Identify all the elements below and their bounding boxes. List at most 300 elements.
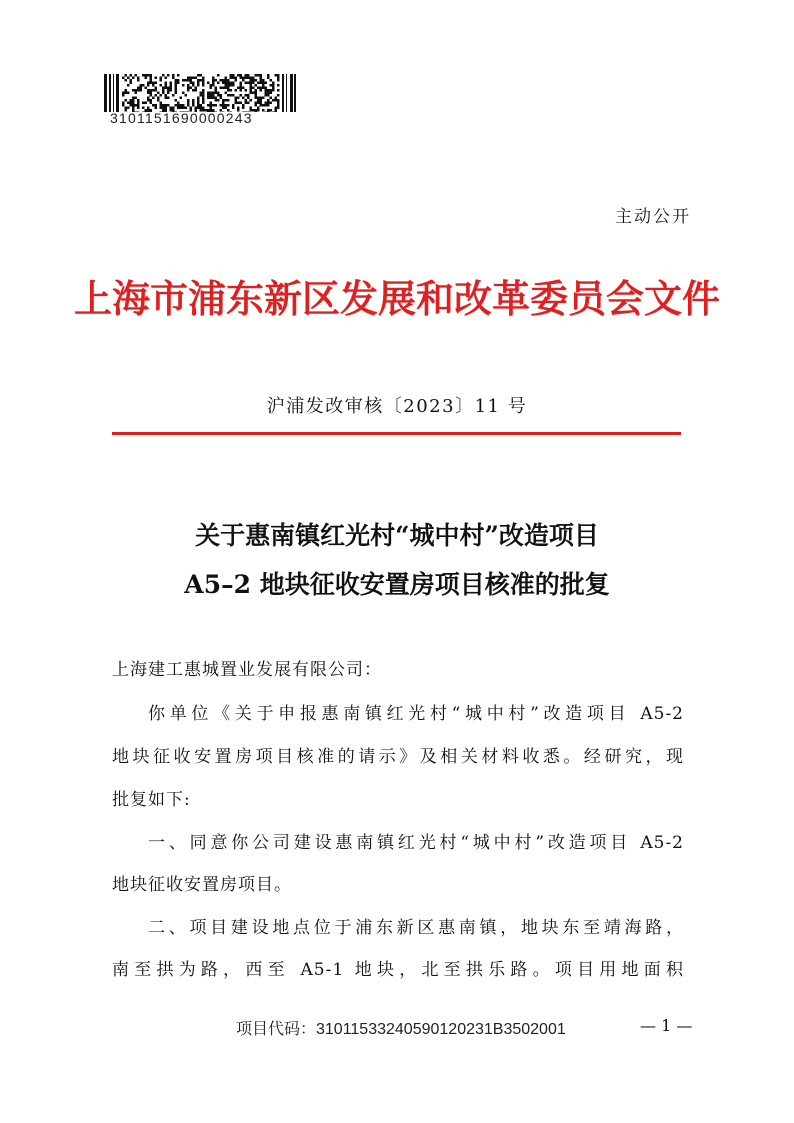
barcode-cell (272, 89, 275, 92)
barcode-cell (140, 84, 143, 87)
barcode-cell (255, 104, 258, 107)
barcode-cell (255, 97, 258, 100)
barcode-cell (165, 97, 168, 100)
barcode-cell (145, 87, 148, 90)
barcode-cell (152, 82, 155, 85)
barcode-cell (135, 92, 138, 95)
barcode-cell (162, 89, 165, 92)
barcode-cell (210, 94, 213, 97)
barcode-cell (217, 92, 220, 95)
barcode-cell (260, 102, 263, 105)
barcode-cell (127, 92, 130, 95)
barcode-cell (257, 74, 260, 77)
barcode-cell (142, 107, 145, 110)
barcode-cell (202, 92, 205, 95)
barcode-cell (275, 107, 278, 110)
barcode-cell (265, 94, 268, 97)
barcode-cell (252, 77, 255, 80)
addressee: 上海建工惠城置业发展有限公司： (112, 660, 382, 680)
barcode-cell (210, 102, 213, 105)
barcode-cell (192, 84, 195, 87)
barcode-cell (242, 87, 245, 90)
barcode-cell (125, 92, 128, 95)
barcode-cell (262, 79, 265, 82)
barcode-cell (222, 99, 225, 102)
barcode-cell (162, 92, 165, 95)
barcode-cell (125, 99, 128, 102)
red-divider (112, 432, 681, 435)
barcode-guard-bar (290, 74, 293, 112)
barcode-cell (250, 87, 253, 90)
barcode-cell (187, 89, 190, 92)
barcode-cell (197, 84, 200, 87)
barcode-cell (137, 107, 140, 110)
barcode-cell (237, 87, 240, 90)
barcode-cell (130, 82, 133, 85)
barcode-cell (270, 89, 273, 92)
barcode-cell (195, 107, 198, 110)
barcode-cell (127, 102, 130, 105)
barcode-cell (247, 74, 250, 77)
barcode-cell (212, 79, 215, 82)
barcode-cell (265, 87, 268, 90)
barcode-cell (240, 84, 243, 87)
barcode-cell (255, 109, 258, 112)
barcode-cell (245, 99, 248, 102)
barcode-cell (147, 74, 150, 77)
barcode-cell (182, 92, 185, 95)
barcode-cell (147, 84, 150, 87)
barcode-cell (260, 104, 263, 107)
barcode-cell (147, 97, 150, 100)
barcode-cell (230, 84, 233, 87)
paragraph-line: 批复如下: (112, 790, 191, 810)
barcode-cell (245, 74, 248, 77)
barcode-cell (225, 107, 228, 110)
barcode-cell (250, 77, 253, 80)
barcode-cell (237, 97, 240, 100)
barcode-cell (187, 87, 190, 90)
barcode-cell (240, 94, 243, 97)
barcode-cell (180, 104, 183, 107)
barcode-cell (137, 77, 140, 80)
barcode-cell (250, 84, 253, 87)
barcode-cell (215, 92, 218, 95)
barcode-cell (242, 97, 245, 100)
barcode-cell (257, 87, 260, 90)
barcode-cell (177, 79, 180, 82)
barcode-cell (155, 89, 158, 92)
barcode-cell (175, 84, 178, 87)
barcode-cell (187, 99, 190, 102)
barcode-cell (275, 109, 278, 112)
barcode-guard-bar (104, 74, 107, 112)
barcode-cell (192, 99, 195, 102)
barcode-cell (202, 102, 205, 105)
barcode-cell (155, 107, 158, 110)
barcode-cell (177, 107, 180, 110)
barcode-cell (200, 79, 203, 82)
barcode-cell (252, 92, 255, 95)
barcode-cell (187, 104, 190, 107)
barcode-cell (255, 102, 258, 105)
barcode-cell (257, 99, 260, 102)
disclosure-label: 主动公开 (615, 207, 691, 227)
barcode-cell (260, 74, 263, 77)
barcode-cell (262, 82, 265, 85)
barcode-cell (145, 77, 148, 80)
barcode-cell (190, 87, 193, 90)
barcode-cell (137, 79, 140, 82)
barcode-guard-bar (109, 74, 111, 112)
barcode-cell (172, 94, 175, 97)
barcode-cell (277, 74, 280, 77)
barcode-cell (222, 102, 225, 105)
paragraph-line: 你单位《关于申报惠南镇红光村“城中村”改造项目 A5-2 (148, 704, 684, 724)
barcode-cell (167, 97, 170, 100)
barcode-cell (225, 87, 228, 90)
barcode-cell (272, 87, 275, 90)
barcode-cell (232, 104, 235, 107)
barcode-cell (227, 94, 230, 97)
barcode-cell (257, 97, 260, 100)
barcode-cell (162, 74, 165, 77)
barcode-cell (210, 104, 213, 107)
document-title-line-2: A5–2 地块征收安置房项目核准的批复 (184, 570, 610, 599)
barcode-cell (132, 107, 135, 110)
barcode-cell (155, 77, 158, 80)
barcode-cell (272, 82, 275, 85)
barcode-cell (245, 102, 248, 105)
barcode-cell (142, 102, 145, 105)
barcode-cell (150, 99, 153, 102)
barcode-cell (260, 77, 263, 80)
barcode-cell (222, 87, 225, 90)
barcode-cell (175, 79, 178, 82)
barcode-cell (167, 89, 170, 92)
barcode-cell (212, 104, 215, 107)
barcode-cell (235, 79, 238, 82)
barcode-cell (217, 99, 220, 102)
barcode-cell (247, 94, 250, 97)
barcode-cell (267, 99, 270, 102)
barcode-cell (202, 79, 205, 82)
barcode-cell (132, 102, 135, 105)
paragraph-line: 地块征收安置房项目核准的请示》及相关材料收悉。经研究，现 (112, 747, 684, 767)
barcode-cell (210, 92, 213, 95)
barcode-cell (162, 107, 165, 110)
barcode-cell (267, 94, 270, 97)
barcode-cell (237, 102, 240, 105)
barcode-cell (255, 84, 258, 87)
barcode-cell (130, 99, 133, 102)
barcode-cell (215, 79, 218, 82)
barcode-cell (152, 97, 155, 100)
barcode-cell (260, 97, 263, 100)
barcode-cell (135, 104, 138, 107)
barcode-cell (200, 94, 203, 97)
barcode-cell (130, 104, 133, 107)
barcode-cell (265, 92, 268, 95)
barcode-cell (197, 107, 200, 110)
document-title-line-1: 关于惠南镇红光村“城中村”改造项目 (195, 521, 599, 550)
barcode-cell (122, 92, 125, 95)
barcode-cell (195, 89, 198, 92)
barcode-cell (200, 104, 203, 107)
barcode-cell (132, 99, 135, 102)
barcode-cell (150, 74, 153, 77)
barcode-cell (125, 89, 128, 92)
barcode-cell (212, 82, 215, 85)
barcode-cell (245, 94, 248, 97)
barcode-cell (222, 107, 225, 110)
paragraph-line: 南至拱为路，西至 A5-1 地块，北至拱乐路。项目用地面积 (112, 960, 684, 980)
barcode-number: 3101151690000243 (110, 110, 253, 126)
document-number: 沪浦发改审核〔2023〕11 号 (266, 396, 528, 417)
barcode-cell (195, 87, 198, 90)
issuer-heading: 上海市浦东新区发展和改革委员会文件 (73, 276, 720, 321)
barcode-cell (175, 87, 178, 90)
barcode-cell (250, 89, 253, 92)
barcode-cell (200, 74, 203, 77)
barcode-cell (200, 92, 203, 95)
barcode-cell (182, 107, 185, 110)
barcode-cell (267, 102, 270, 105)
barcode-cell (265, 104, 268, 107)
barcode-cell (215, 87, 218, 90)
barcode-cell (217, 94, 220, 97)
barcode-cell (262, 109, 265, 112)
barcode-cell (167, 92, 170, 95)
barcode-cell (245, 82, 248, 85)
barcode-cell (277, 79, 280, 82)
barcode-cell (267, 89, 270, 92)
barcode-cell (225, 79, 228, 82)
barcode-cell (137, 89, 140, 92)
barcode-cell (170, 82, 173, 85)
barcode-cell (202, 97, 205, 100)
barcode-cell (272, 84, 275, 87)
barcode-cell (215, 104, 218, 107)
barcode-cell (265, 82, 268, 85)
barcode-cell (210, 97, 213, 100)
barcode-cell (150, 77, 153, 80)
barcode-cell (265, 89, 268, 92)
barcode-cell (172, 107, 175, 110)
barcode-cell (187, 102, 190, 105)
barcode-cell (240, 77, 243, 80)
barcode-cell (220, 79, 223, 82)
barcode-cell (180, 107, 183, 110)
barcode-cell (225, 77, 228, 80)
barcode-cell (230, 74, 233, 77)
barcode-cell (192, 89, 195, 92)
barcode-cell (137, 99, 140, 102)
barcode-cell (232, 74, 235, 77)
barcode-cell (125, 79, 128, 82)
barcode-cell (182, 104, 185, 107)
barcode-cell (225, 99, 228, 102)
barcode-cell (175, 82, 178, 85)
barcode-guard-bar (294, 74, 296, 112)
barcode-cell (157, 97, 160, 100)
barcode-cell (185, 94, 188, 97)
barcode-cell (142, 74, 145, 77)
barcode-cell (165, 77, 168, 80)
barcode-cell (187, 79, 190, 82)
barcode-cell (215, 99, 218, 102)
barcode-cell (240, 87, 243, 90)
barcode-cell (185, 79, 188, 82)
barcode-cell (190, 82, 193, 85)
barcode-cell (250, 92, 253, 95)
barcode-cell (137, 104, 140, 107)
barcode-cell (227, 99, 230, 102)
barcode-cell (212, 92, 215, 95)
barcode-cell (190, 79, 193, 82)
barcode-cell (150, 79, 153, 82)
barcode-cell (272, 112, 275, 113)
paragraph-line: 二、项目建设地点位于浦东新区惠南镇，地块东至靖海路， (148, 918, 684, 938)
barcode-cell (155, 94, 158, 97)
barcode-cell (160, 107, 163, 110)
barcode-cell (202, 89, 205, 92)
barcode-cell (147, 92, 150, 95)
barcode-guard-bar (113, 74, 114, 112)
barcode-cell (132, 89, 135, 92)
barcode-cell (265, 102, 268, 105)
barcode-cell (167, 104, 170, 107)
barcode-cell (277, 107, 280, 110)
barcode-cell (192, 102, 195, 105)
barcode-cell (192, 82, 195, 85)
barcode-cell (127, 107, 130, 110)
barcode-cell (175, 104, 178, 107)
barcode-cell (170, 84, 173, 87)
barcode-cell (175, 99, 178, 102)
barcode-cell (200, 107, 203, 110)
barcode-cell (262, 87, 265, 90)
barcode-cell (197, 97, 200, 100)
barcode-cell (165, 104, 168, 107)
barcode-cell (227, 84, 230, 87)
barcode-cell (210, 87, 213, 90)
barcode-cell (230, 82, 233, 85)
barcode-cell (192, 77, 195, 80)
barcode-cell (250, 82, 253, 85)
barcode-cell (235, 102, 238, 105)
barcode-cell (277, 102, 280, 105)
barcode-cell (122, 104, 125, 107)
barcode-cell (252, 79, 255, 82)
barcode-cell (270, 79, 273, 82)
barcode-cell (122, 94, 125, 97)
project-code: 项目代码：3101153324059012023​1B3502001 (236, 1021, 566, 1038)
barcode-cell (147, 107, 150, 110)
barcode-cell (230, 77, 233, 80)
barcode-cell (202, 77, 205, 80)
barcode-cell (275, 74, 278, 77)
barcode-guard-bar (116, 74, 119, 112)
barcode-cell (220, 87, 223, 90)
barcode-cell (127, 77, 130, 80)
barcode-cell (187, 77, 190, 80)
barcode-cell (232, 107, 235, 110)
paragraph-line: 地块征收安置房项目。 (112, 875, 292, 895)
page-number: — 1 — (640, 1016, 693, 1035)
barcode-cell (167, 74, 170, 77)
barcode-cell (150, 94, 153, 97)
barcode-cell (172, 77, 175, 80)
barcode-cell (242, 77, 245, 80)
barcode-cell (197, 104, 200, 107)
barcode-cell (225, 92, 228, 95)
barcode-cell (192, 104, 195, 107)
barcode-cell (165, 82, 168, 85)
barcode-cell (247, 77, 250, 80)
barcode-cell (160, 102, 163, 105)
barcode-cell (270, 84, 273, 87)
barcode-cell (217, 74, 220, 77)
barcode-cell (225, 104, 228, 107)
barcode-cell (155, 82, 158, 85)
barcode-cell (227, 82, 230, 85)
barcode-cell (165, 107, 168, 110)
barcode-cell (255, 94, 258, 97)
barcode-cell (267, 109, 270, 112)
barcode-cell (182, 84, 185, 87)
barcode-cell (122, 77, 125, 80)
barcode-cell (202, 99, 205, 102)
barcode-cell (232, 94, 235, 97)
barcode-cell (265, 112, 268, 113)
barcode-cell (135, 74, 138, 77)
barcode-cell (170, 107, 173, 110)
barcode-cell (267, 77, 270, 80)
barcode-cell (122, 102, 125, 105)
barcode-cell (210, 84, 213, 87)
barcode-cell (132, 97, 135, 100)
barcode-cell (135, 97, 138, 100)
barcode-cell (242, 79, 245, 82)
barcode-cell (245, 89, 248, 92)
barcode-cell (150, 102, 153, 105)
barcode-cell (222, 82, 225, 85)
barcode-cell (277, 99, 280, 102)
barcode-cell (215, 89, 218, 92)
barcode-cell (225, 82, 228, 85)
barcode-cell (250, 107, 253, 110)
barcode-cell (235, 99, 238, 102)
barcode-cell (207, 82, 210, 85)
barcode-cell (157, 99, 160, 102)
barcode-cell (260, 87, 263, 90)
barcode-cell (145, 74, 148, 77)
barcode-cell (240, 82, 243, 85)
barcode-cell (177, 104, 180, 107)
barcode-cell (262, 97, 265, 100)
barcode-cell (227, 79, 230, 82)
barcode-cell (197, 74, 200, 77)
barcode-cell (232, 82, 235, 85)
barcode-cell (240, 74, 243, 77)
barcode-cell (165, 87, 168, 90)
barcode-cell (212, 77, 215, 80)
barcode-cell (242, 107, 245, 110)
barcode-cell (252, 82, 255, 85)
barcode-cell (150, 89, 153, 92)
barcode-cell (195, 77, 198, 80)
